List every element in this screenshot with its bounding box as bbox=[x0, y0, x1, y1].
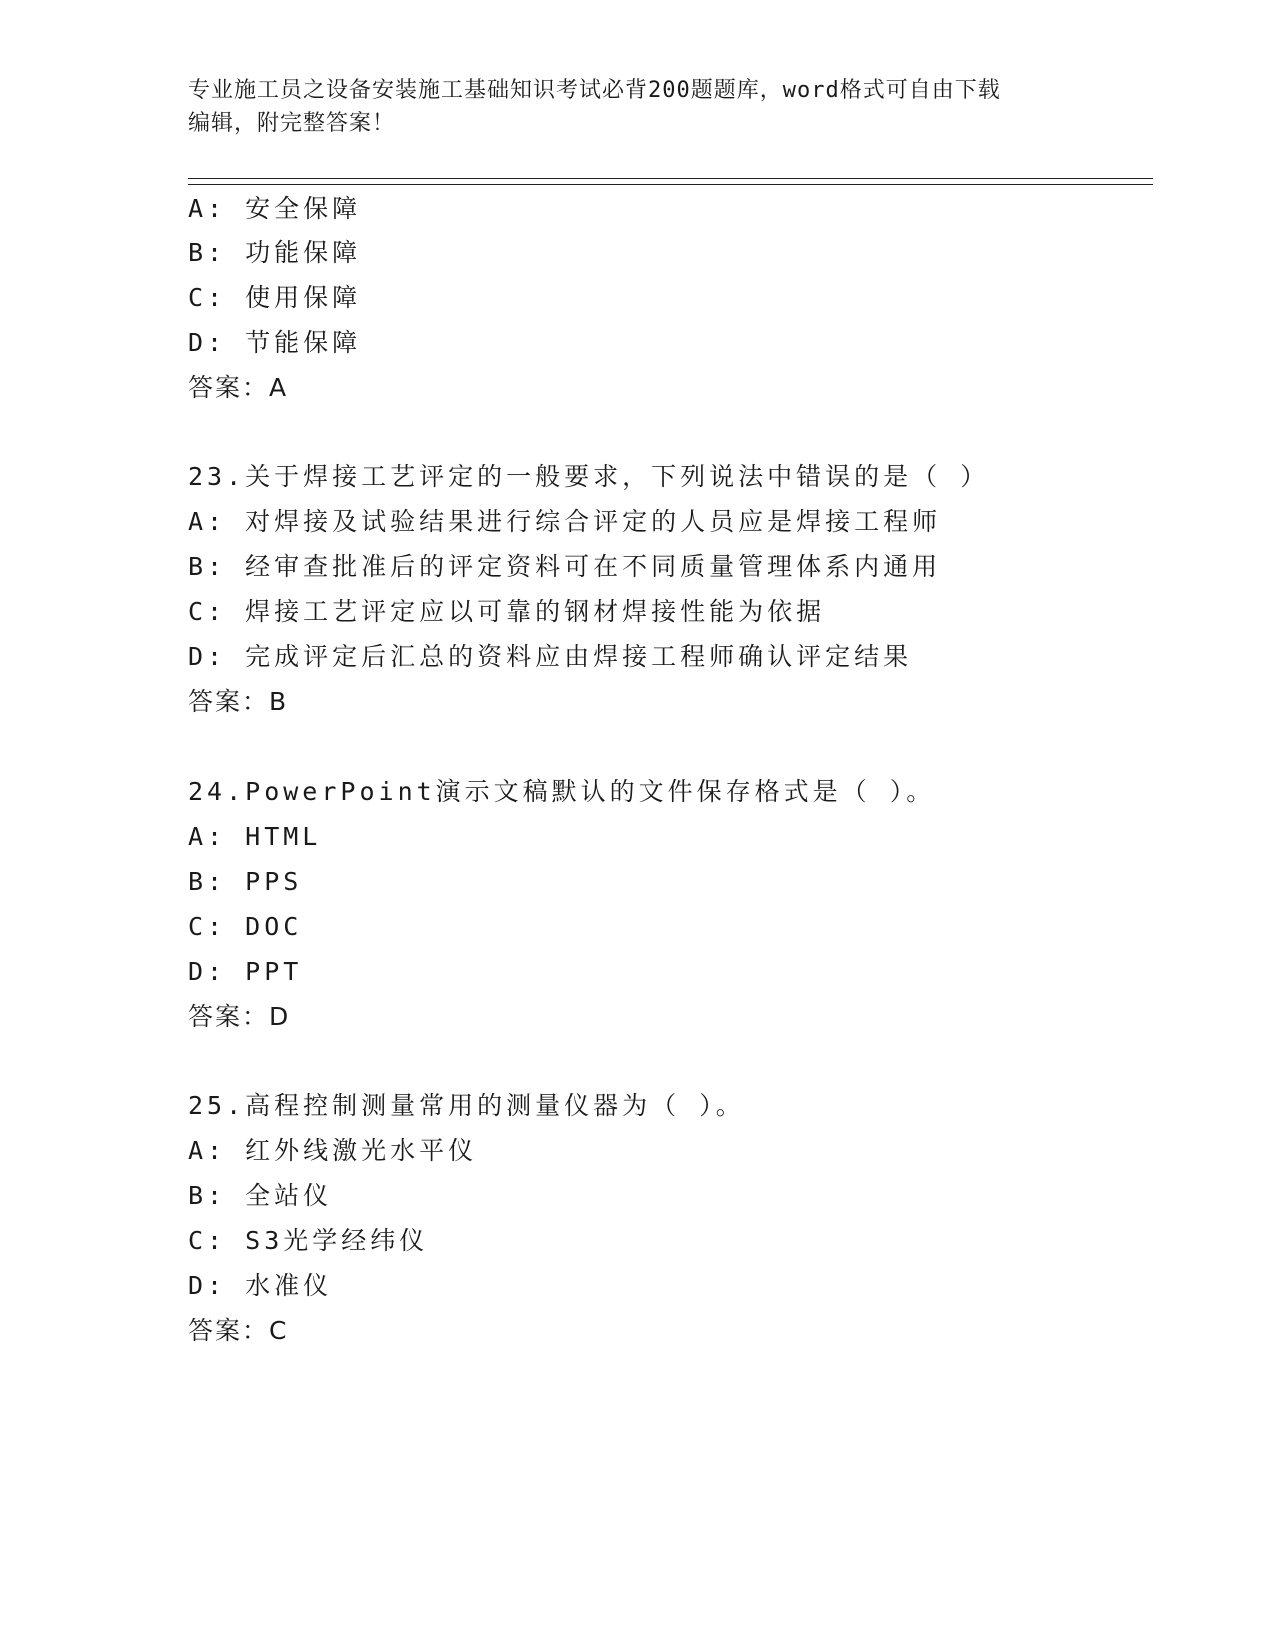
header-divider-bottom bbox=[188, 184, 1153, 185]
q23-option-d: D: 完成评定后汇总的资料应由焊接工程师确认评定结果 bbox=[188, 642, 913, 671]
q25-option-b: B: 全站仪 bbox=[188, 1181, 333, 1210]
q25-question: 25.高程控制测量常用的测量仪器为（ ）。 bbox=[188, 1091, 745, 1120]
q22-answer: 答案：A bbox=[188, 373, 289, 402]
q25-answer: 答案：C bbox=[188, 1316, 289, 1345]
q22-option-d: D: 节能保障 bbox=[188, 328, 362, 357]
q25-option-a: A: 红外线激光水平仪 bbox=[188, 1136, 478, 1165]
q24-option-d: D: PPT bbox=[188, 957, 303, 986]
q24-option-b: B: PPS bbox=[188, 867, 303, 896]
header-divider-top bbox=[188, 178, 1153, 179]
q24-option-c: C: DOC bbox=[188, 912, 303, 941]
q22-option-c: C: 使用保障 bbox=[188, 283, 362, 312]
q23-question: 23.关于焊接工艺评定的一般要求，下列说法中错误的是（ ） bbox=[188, 462, 990, 491]
q24-question: 24.PowerPoint演示文稿默认的文件保存格式是（ ）。 bbox=[188, 777, 936, 806]
q24-answer: 答案：D bbox=[188, 1002, 291, 1031]
q25-option-c: C: S3光学经纬仪 bbox=[188, 1226, 429, 1255]
q24-option-a: A: HTML bbox=[188, 822, 322, 851]
document-header bbox=[188, 74, 1088, 140]
header-title-line2: 编辑，附完整答案！ bbox=[188, 111, 396, 136]
q22-option-b: B: 功能保障 bbox=[188, 238, 362, 267]
q23-option-c: C: 焊接工艺评定应以可靠的钢材焊接性能为依据 bbox=[188, 597, 826, 626]
header-title-line1: 专业施工员之设备安装施工基础知识考试必背200题题库，word格式可自由下载 bbox=[188, 78, 1001, 103]
q23-answer: 答案：B bbox=[188, 687, 289, 716]
q25-option-d: D: 水准仪 bbox=[188, 1271, 333, 1300]
q23-option-a: A: 对焊接及试验结果进行综合评定的人员应是焊接工程师 bbox=[188, 507, 942, 536]
q22-option-a: A: 安全保障 bbox=[188, 194, 362, 223]
q23-option-b: B: 经审查批准后的评定资料可在不同质量管理体系内通用 bbox=[188, 552, 942, 581]
